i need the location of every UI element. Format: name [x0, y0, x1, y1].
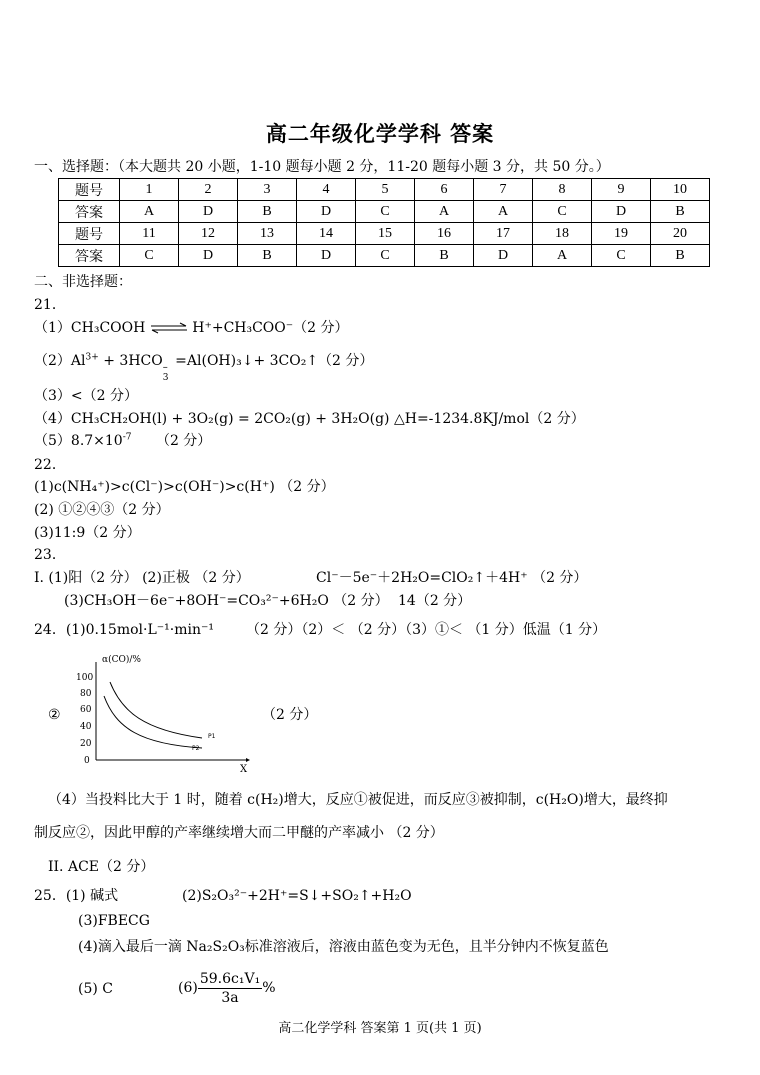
page-footer: 高二化学学科 答案第 1 页(共 1 页) — [278, 1021, 482, 1036]
answer-cell: D — [474, 245, 533, 267]
question-number: 1 — [120, 179, 179, 201]
question-number: 15 — [356, 223, 415, 245]
table-row — [59, 201, 710, 223]
q21-line1 — [34, 319, 349, 337]
equilibrium-arrow-icon — [150, 322, 188, 334]
answer-cell: C — [356, 245, 415, 267]
q24-graph-score: （2 分） — [262, 707, 318, 723]
question-number: 4 — [297, 179, 356, 201]
q25-line1b: (2)S₂O₃²⁻+2H⁺=S↓+SO₂↑+H₂O — [182, 888, 412, 904]
question-number: 17 — [474, 223, 533, 245]
table-row — [59, 223, 710, 245]
answer-cell: B — [651, 201, 710, 223]
graph-ytick: 0 — [84, 756, 90, 766]
answer-cell: D — [179, 201, 238, 223]
q21-line5 — [34, 432, 211, 450]
graph-ytick: 100 — [76, 673, 94, 683]
question-number: 7 — [474, 179, 533, 201]
question-number: 14 — [297, 223, 356, 245]
q24-part-ii: II. ACE（2 分） — [48, 859, 155, 875]
q23-line2a: (3)CH₃OH－6e⁻+8OH⁻=CO₃²⁻+6H₂O （2 分） — [64, 593, 389, 609]
q24-line1b: （2 分）（2）＜ （2 分）（3）①＜ （1 分）低温（1 分） — [246, 622, 607, 638]
answer-cell: A — [120, 201, 179, 223]
question-number: 19 — [592, 223, 651, 245]
table-row — [59, 179, 710, 201]
q25-part6-label: (6) — [178, 980, 198, 996]
fraction-unit: % — [262, 980, 276, 996]
section2-heading: 二、非选择题： — [34, 274, 132, 290]
curve-p2 — [104, 696, 202, 748]
answer-cell: C — [533, 201, 592, 223]
q21-line5-b: （2 分） — [155, 433, 212, 449]
answer-cell: B — [238, 245, 297, 267]
row-label: 答案 — [59, 201, 120, 223]
q21-line1-right: H⁺+CH₃COO⁻（2 分） — [192, 320, 349, 336]
q25-line4a: (5) C — [78, 981, 113, 997]
section1-heading: 一、选择题：（本大题共 20 小题，1-10 题每小题 2 分，11-20 题每小题 3 分，共 50 分。） — [34, 159, 610, 175]
alpha-co-graph — [74, 652, 254, 772]
q21-line4: （4）CH₃CH₂OH(l) + 3O₂(g) = 2CO₂(g) + 3H₂O(g) △H=-1234.8KJ/mol（2 分） — [34, 411, 585, 427]
question-number: 3 — [238, 179, 297, 201]
answer-cell: D — [297, 201, 356, 223]
answer-cell: D — [179, 245, 238, 267]
q22-number: 22． — [34, 457, 66, 473]
question-number: 20 — [651, 223, 710, 245]
q23-number: 23． — [34, 547, 66, 563]
answer-cell: A — [474, 201, 533, 223]
answer-cell: B — [238, 201, 297, 223]
table-row — [59, 245, 710, 267]
formula-fraction — [198, 970, 262, 1007]
answer-cell: D — [592, 201, 651, 223]
q21-line2-c: =Al(OH)₃↓+ 3CO₂↑（2 分） — [170, 353, 374, 369]
graph-ylabel: α(CO)/% — [102, 655, 141, 665]
answer-cell: B — [415, 245, 474, 267]
curve-p1-label: P1 — [208, 733, 216, 740]
question-number: 5 — [356, 179, 415, 201]
graph-ytick: 60 — [80, 705, 92, 715]
answer-cell: D — [297, 245, 356, 267]
q23-line1a: I. (1)阳（2 分） (2)正极 （2 分） — [34, 570, 250, 586]
row-label: 题号 — [59, 179, 120, 201]
question-number: 11 — [120, 223, 179, 245]
question-number: 16 — [415, 223, 474, 245]
curve-p2-label: P2 — [192, 745, 200, 752]
question-number: 6 — [415, 179, 474, 201]
q24-part4-line1: （4）当投料比大于 1 时，随着 c(H₂)增大，反应①被促进，而反应③被抑制，c(H₂O)增大，最终抑 — [48, 792, 668, 808]
q22-line1: (1)c(NH₄⁺)>c(Cl⁻)>c(OH⁻)>c(H⁺) （2 分） — [34, 479, 335, 495]
q22-line3: (3)11:9（2 分） — [34, 525, 141, 541]
q25-line2: (3)FBECG — [78, 913, 150, 929]
q21-line1-left: （1）CH₃COOH — [34, 320, 146, 336]
q25-line4b — [178, 966, 276, 1010]
question-number: 13 — [238, 223, 297, 245]
q23-line2b: 14（2 分） — [398, 593, 472, 609]
q25-line1a: 25．(1) 碱式 — [34, 888, 119, 904]
q22-line2: (2) ①②④③（2 分） — [34, 502, 170, 518]
question-number: 9 — [592, 179, 651, 201]
q25-line3: (4)滴入最后一滴 Na₂S₂O₃标准溶液后，溶液由蓝色变为无色，且半分钟内不恢复蓝色 — [78, 939, 609, 955]
q21-number: 21． — [34, 297, 66, 313]
question-number: 12 — [179, 223, 238, 245]
answer-cell: A — [415, 201, 474, 223]
curve-p1 — [110, 682, 202, 738]
answer-cell: C — [592, 245, 651, 267]
q21-line5-a: （5）8.7×10 — [34, 433, 123, 449]
answer-cell: B — [651, 245, 710, 267]
q21-line2-a: （2）Al — [34, 353, 86, 369]
q24-part4-line2: 制反应②，因此甲醇的产率继续增大而二甲醚的产率减小 （2 分） — [34, 825, 444, 841]
q21-line2: $(2)Al^{3+} + 3HCO$ – 3 =Al(OH)₃↓+ 3CO₂↑（2 分） — [34, 352, 374, 383]
answer-cell: A — [533, 245, 592, 267]
q23-line1b: Cl⁻－5e⁻＋2H₂O=ClO₂↑＋4H⁺ （2 分） — [316, 570, 588, 586]
page-title: 高二年级化学学科 答案 — [265, 121, 495, 146]
row-label: 题号 — [59, 223, 120, 245]
graph-ytick: 80 — [80, 689, 92, 699]
graph-ytick: 40 — [80, 722, 92, 732]
question-number: 8 — [533, 179, 592, 201]
question-number: 18 — [533, 223, 592, 245]
answer-cell: C — [356, 201, 415, 223]
row-label: 答案 — [59, 245, 120, 267]
question-number: 2 — [179, 179, 238, 201]
q21-line3: （3）<（2 分） — [34, 388, 138, 404]
graph-ytick: 20 — [80, 739, 92, 749]
answer-table — [58, 178, 710, 267]
q24-graph-label: ② — [48, 707, 61, 723]
question-number: 10 — [651, 179, 710, 201]
fraction-numerator: 59.6c₁V₁ — [199, 970, 261, 987]
q21-line5-exp: -7 — [122, 432, 132, 443]
graph-xlabel: X — [240, 764, 248, 772]
q24-line1a: 24．(1)0.15mol·L⁻¹·min⁻¹ — [34, 622, 214, 638]
q21-line2-b: + 3HCO — [98, 353, 163, 369]
q21-line2-charge: 3+ — [85, 352, 99, 363]
answer-cell: C — [120, 245, 179, 267]
fraction-denominator: 3a — [221, 989, 239, 1006]
